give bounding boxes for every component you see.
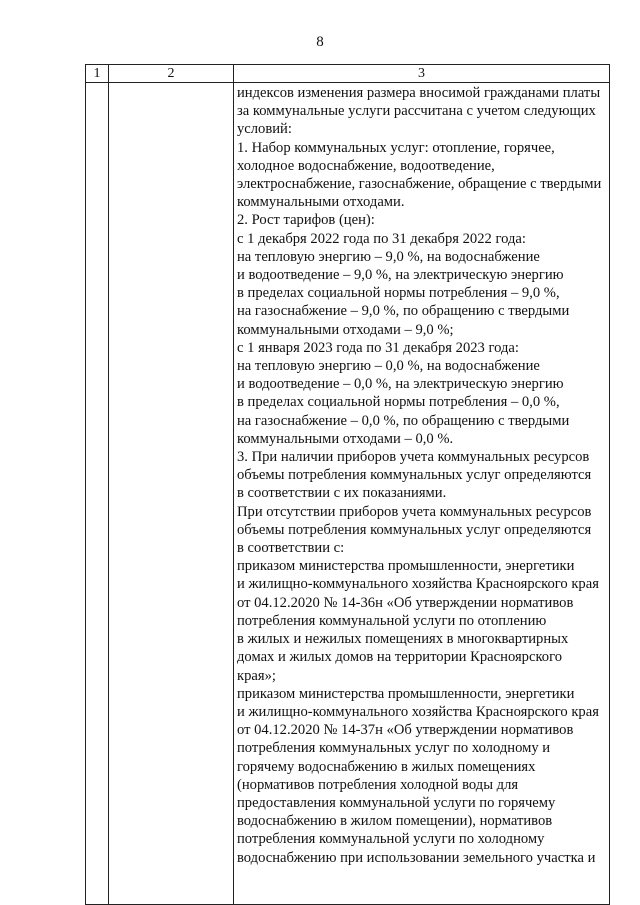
text-line: условий: — [237, 121, 292, 138]
document-table — [85, 64, 610, 905]
text-line: в соответствии с их показаниями. — [237, 485, 447, 502]
text-line: на тепловую энергию – 0,0 %, на водоснабжение — [237, 358, 540, 375]
text-line: приказом министерства промышленности, энергетики — [237, 558, 575, 575]
text-line: в соответствии с: — [237, 540, 345, 557]
text-line: коммунальными отходами – 0,0 %. — [237, 430, 454, 447]
text-line: в пределах социальной нормы потребления – 9,0 %, — [237, 285, 560, 302]
text-line: водоснабжению при использовании земельного участка и — [237, 849, 596, 866]
column-header-1: 1 — [86, 65, 109, 83]
text-line: потребления коммунальных услуг по холодному и — [237, 740, 551, 757]
text-line: холодное водоснабжение, водоотведение, — [237, 157, 495, 174]
text-line: и жилищно-коммунального хозяйства Красноярского края — [237, 576, 599, 593]
text-line: от 04.12.2020 № 14-37н «Об утверждении нормативов — [237, 722, 574, 739]
text-line: на газоснабжение – 9,0 %, по обращению с твердыми — [237, 303, 570, 320]
text-line: (нормативов потребления холодной воды для — [237, 776, 519, 793]
text-line: в жилых и нежилых помещениях в многоквартирных — [237, 631, 569, 648]
text-line: коммунальными отходами. — [237, 194, 405, 211]
text-line: 1. Набор коммунальных услуг: отопление, горячее, — [237, 139, 555, 156]
text-line: в пределах социальной нормы потребления – 0,0 %, — [237, 394, 560, 411]
text-line: на тепловую энергию – 9,0 %, на водоснабжение — [237, 248, 540, 265]
text-line: коммунальными отходами – 9,0 %; — [237, 321, 454, 338]
text-line: индексов изменения размера вносимой гражданами платы — [237, 85, 601, 101]
table-cell-col1 — [86, 83, 109, 905]
text-line: с 1 января 2023 года по 31 декабря 2023 года: — [237, 339, 519, 356]
text-line: водоснабжению в жилом помещении), нормативов — [237, 813, 553, 830]
text-line: и водоотведение – 9,0 %, на электрическую энергию — [237, 267, 564, 284]
text-line: и водоотведение – 0,0 %, на электрическую энергию — [237, 376, 564, 393]
text-line: 2. Рост тарифов (цен): — [237, 212, 375, 229]
text-line: При отсутствии приборов учета коммунальных ресурсов — [237, 503, 592, 520]
text-line: с 1 декабря 2022 года по 31 декабря 2022 года: — [237, 230, 526, 247]
text-line: от 04.12.2020 № 14-36н «Об утверждении нормативов — [237, 594, 574, 611]
table-cell-col2 — [109, 83, 234, 905]
table-cell-col3 — [234, 83, 610, 905]
text-line: объемы потребления коммунальных услуг определяются — [237, 521, 592, 538]
column-header-3: 3 — [234, 65, 610, 83]
text-line: края»; — [237, 667, 276, 684]
text-line: приказом министерства промышленности, энергетики — [237, 685, 575, 702]
text-line: горячему водоснабжению в жилых помещениях — [237, 758, 536, 775]
text-line: потребления коммунальной услуги по отоплению — [237, 612, 547, 629]
text-line: предоставления коммунальной услуги по горячему — [237, 794, 556, 811]
text-line: объемы потребления коммунальных услуг определяются — [237, 467, 592, 484]
text-line: 3. При наличии приборов учета коммунальных ресурсов — [237, 449, 590, 466]
column-header-2: 2 — [109, 65, 234, 83]
text-line: на газоснабжение – 0,0 %, по обращению с твердыми — [237, 412, 570, 429]
text-line: домах и жилых домов на территории Красноярского — [237, 649, 563, 666]
text-line: за коммунальные услуги рассчитана с учетом следующих — [237, 103, 596, 120]
text-line: и жилищно-коммунального хозяйства Красноярского края — [237, 703, 599, 720]
table-header-row — [86, 65, 610, 83]
text-line: электроснабжение, газоснабжение, обращение с твердыми — [237, 176, 602, 193]
text-line: потребления коммунальной услуги по холодному — [237, 831, 545, 848]
table-body-row — [86, 83, 610, 905]
page-number: 8 — [316, 34, 324, 50]
